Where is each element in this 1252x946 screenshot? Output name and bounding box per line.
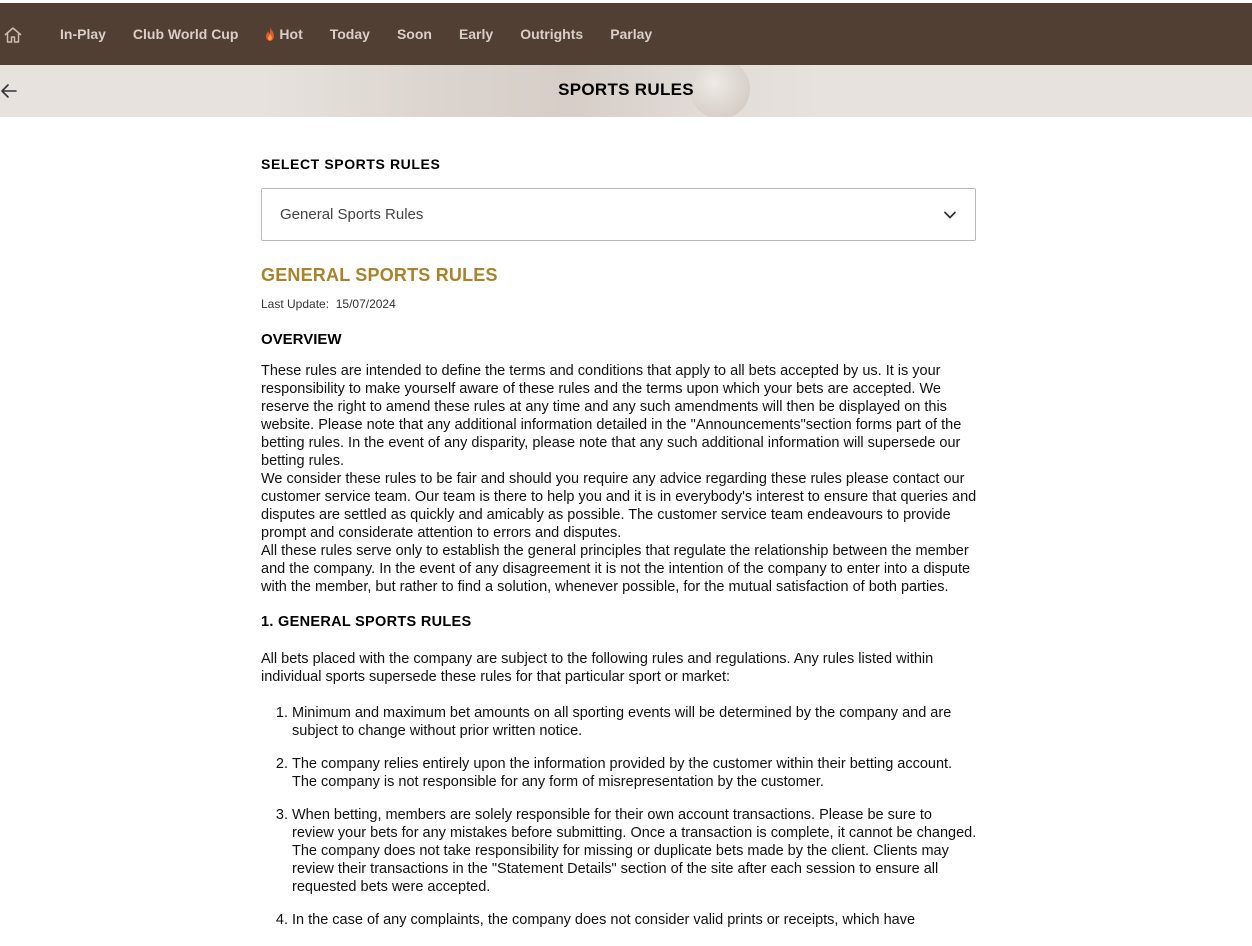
nav-items	[60, 3, 679, 65]
nav-item-today[interactable]: Today	[329, 26, 370, 42]
chevron-down-icon	[943, 208, 957, 222]
nav-item-early[interactable]: Early	[458, 26, 494, 42]
list-item: 4. In the case of any complaints, the company does not consider valid prints or receipts, which have	[292, 911, 977, 929]
nav-item-soon[interactable]: Soon	[396, 26, 432, 42]
overview-paragraph: We consider these rules to be fair and should you require any advice regarding these rules please contact our customer service team. Our team is there to help you and it is in everybody's interest to ensure that queries and disputes are settled as quickly and amicably as possible. The customer service team endeavours to provide prompt and considerate attention to errors and disputes.	[261, 471, 977, 541]
nav-item-hot-label: Hot	[279, 26, 303, 42]
nav-item-parlay[interactable]: Parlay	[610, 26, 653, 42]
home-icon[interactable]	[3, 25, 23, 45]
nav-item-in-play[interactable]: In-Play	[60, 26, 106, 42]
section-intro: All bets placed with the company are subject to the following rules and regulations. Any rules listed within individual sports supersede these rules for that particular sport or market:	[261, 651, 934, 685]
nav-item-club-world-cup[interactable]: Club World Cup	[132, 26, 239, 42]
page-title: SPORTS RULES	[558, 80, 694, 99]
page-header	[0, 65, 1252, 117]
section-title: 1. GENERAL SPORTS RULES	[261, 614, 472, 630]
last-update-label: Last Update:	[261, 297, 330, 311]
overview-title: OVERVIEW	[261, 331, 342, 348]
rules-content	[261, 117, 977, 944]
select-sports-rules-label: SELECT SPORTS RULES	[261, 156, 441, 172]
list-item: 3. When betting, members are solely responsible for their own account transactions. Please be sure to review your bets for any mistakes before submitting. Once a transaction is complete, it cannot be changed. The company does not take responsibility for missing or duplicate bets made by the client. Clients may review their transactions in the "Statement Details" section of the site after each session to ensure all requested bets were accepted.	[292, 806, 977, 896]
overview-paragraph: All these rules serve only to establish the general principles that regulate the relationship between the member and the company. In the event of any disagreement it is not the intention of the company to enter into a dispute with the member, but rather to find a solution, whenever possible, for the mutual satisfaction of both parties.	[261, 543, 971, 595]
fire-icon	[265, 27, 275, 41]
top-navigation	[0, 3, 1252, 65]
overview-paragraph: These rules are intended to define the terms and conditions that apply to all bets accepted by us. It is your responsibility to make yourself aware of these rules and the terms upon which your bets are accepted. We reserve the right to amend these rules at any time and any such amendments will then be displayed on this website. Please note that any additional information detailed in the "Announcements"section forms part of the betting rules. In the event of any disparity, please note that any such additional information will supersede our betting rules.	[261, 363, 962, 469]
rules-list	[261, 704, 977, 929]
list-item: 1. Minimum and maximum bet amounts on all sporting events will be determined by the company and are subject to change without prior written notice.	[292, 704, 977, 740]
list-item: 2. The company relies entirely upon the information provided by the customer within their betting account. The company is not responsible for any form of misrepresentation by the customer.	[292, 755, 977, 791]
last-update	[261, 297, 977, 311]
nav-item-hot[interactable]	[265, 26, 302, 42]
overview-body	[261, 362, 977, 596]
sports-rules-select-value: General Sports Rules	[280, 206, 424, 223]
last-update-value: 15/07/2024	[335, 297, 396, 311]
rules-heading: GENERAL SPORTS RULES	[261, 265, 498, 285]
nav-item-outrights[interactable]: Outrights	[520, 26, 584, 42]
sports-rules-select[interactable]	[261, 188, 976, 241]
